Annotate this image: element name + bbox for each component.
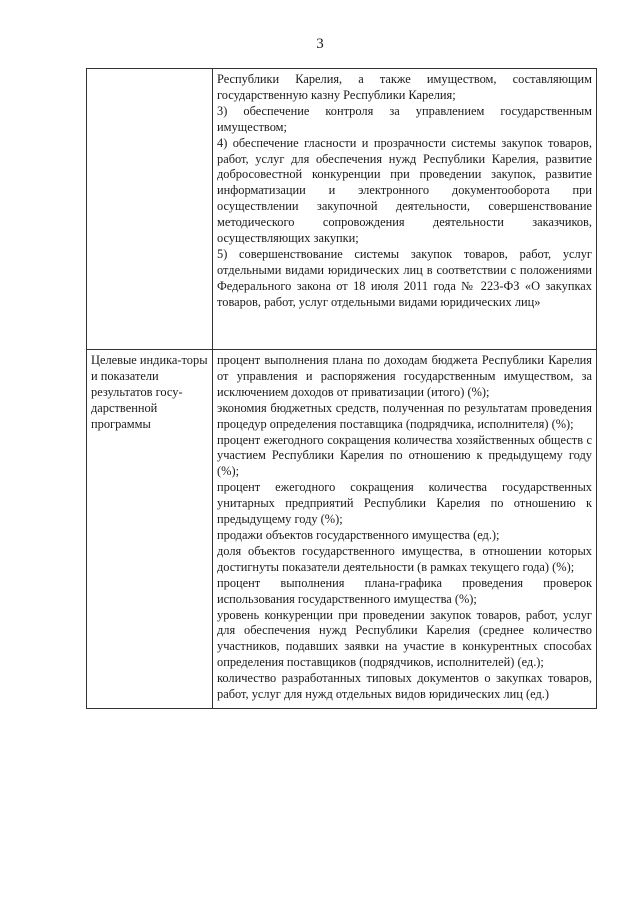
list-item: 3) обеспечение контроля за управлением государственным имуществом; xyxy=(217,103,592,134)
list-item: Республики Карелия, а также имуществом, составляющим государственную казну Республики Карелия; xyxy=(217,72,592,102)
list-item: 4) обеспечение гласности и прозрачности системы закупок товаров, работ, услуг для обеспечения нужд Республики Карелия, развитие добросовестной конкуренции при проведении закупок, развитие информатизации и электронного документооборота при осуществлении закупочной деятельности, совершенствование методического сопровождения деятельности заказчиков, осуществляющих закупки; xyxy=(217,135,592,246)
table-row xyxy=(87,350,597,709)
list-item: процент ежегодного сокращения количества государственных унитарных предприятий Республики Карелия по отношению к предыдущему году (%); xyxy=(217,480,592,527)
table-cell-label xyxy=(87,350,213,709)
table-cell-content xyxy=(213,69,597,350)
list-item: уровень конкуренции при проведении закупок товаров, работ, услуг для обеспечения нужд Республики Карелия (среднее количество участников, подавших заявки на участие в конкурентных способах определения поставщиков (подрядчиков, исполнителей) (ед.); xyxy=(217,607,592,670)
table-row xyxy=(87,69,597,350)
table-cell-label xyxy=(87,69,213,350)
list-item: процент ежегодного сокращения количества хозяйственных обществ с участием Республики Карелия по отношению к предыдущему году (%); xyxy=(217,432,592,479)
table-cell-content xyxy=(213,350,597,709)
list-item: доля объектов государственного имущества, в отношении которых достигнуты показатели деятельности (в рамках текущего года) (%); xyxy=(217,543,592,574)
list-item: продажи объектов государственного имущества (ед.); xyxy=(217,527,500,542)
list-item: процент выполнения плана по доходам бюджета Республики Карелия от управления и распоряжения государственным имуществом, за исключением доходов от приватизации (итого) (%); xyxy=(217,353,592,399)
page-number: 3 xyxy=(316,36,324,52)
list-item: экономия бюджетных средств, полученная по результатам проведения процедур определения поставщика (подрядчика, исполнителя) (%); xyxy=(217,400,592,431)
program-table xyxy=(86,68,597,709)
list-item: количество разработанных типовых документов о закупках товаров, работ, услуг для нужд отдельных видов юридических лиц (ед.) xyxy=(217,671,592,702)
list-item: процент выполнения плана-графика проведения проверок использования государственного имущества (%); xyxy=(217,575,592,606)
row-label: Целевые индика-торы и показатели результатов госу-дарственной программы xyxy=(91,353,208,431)
list-item: 5) совершенствование системы закупок товаров, работ, услуг отдельными видами юридических лиц в соответствии с положениями Федерального закона от 18 июля 2011 года № 223-ФЗ «О закупках товаров, работ, услуг отдельными видами юридических лиц» xyxy=(217,246,592,309)
